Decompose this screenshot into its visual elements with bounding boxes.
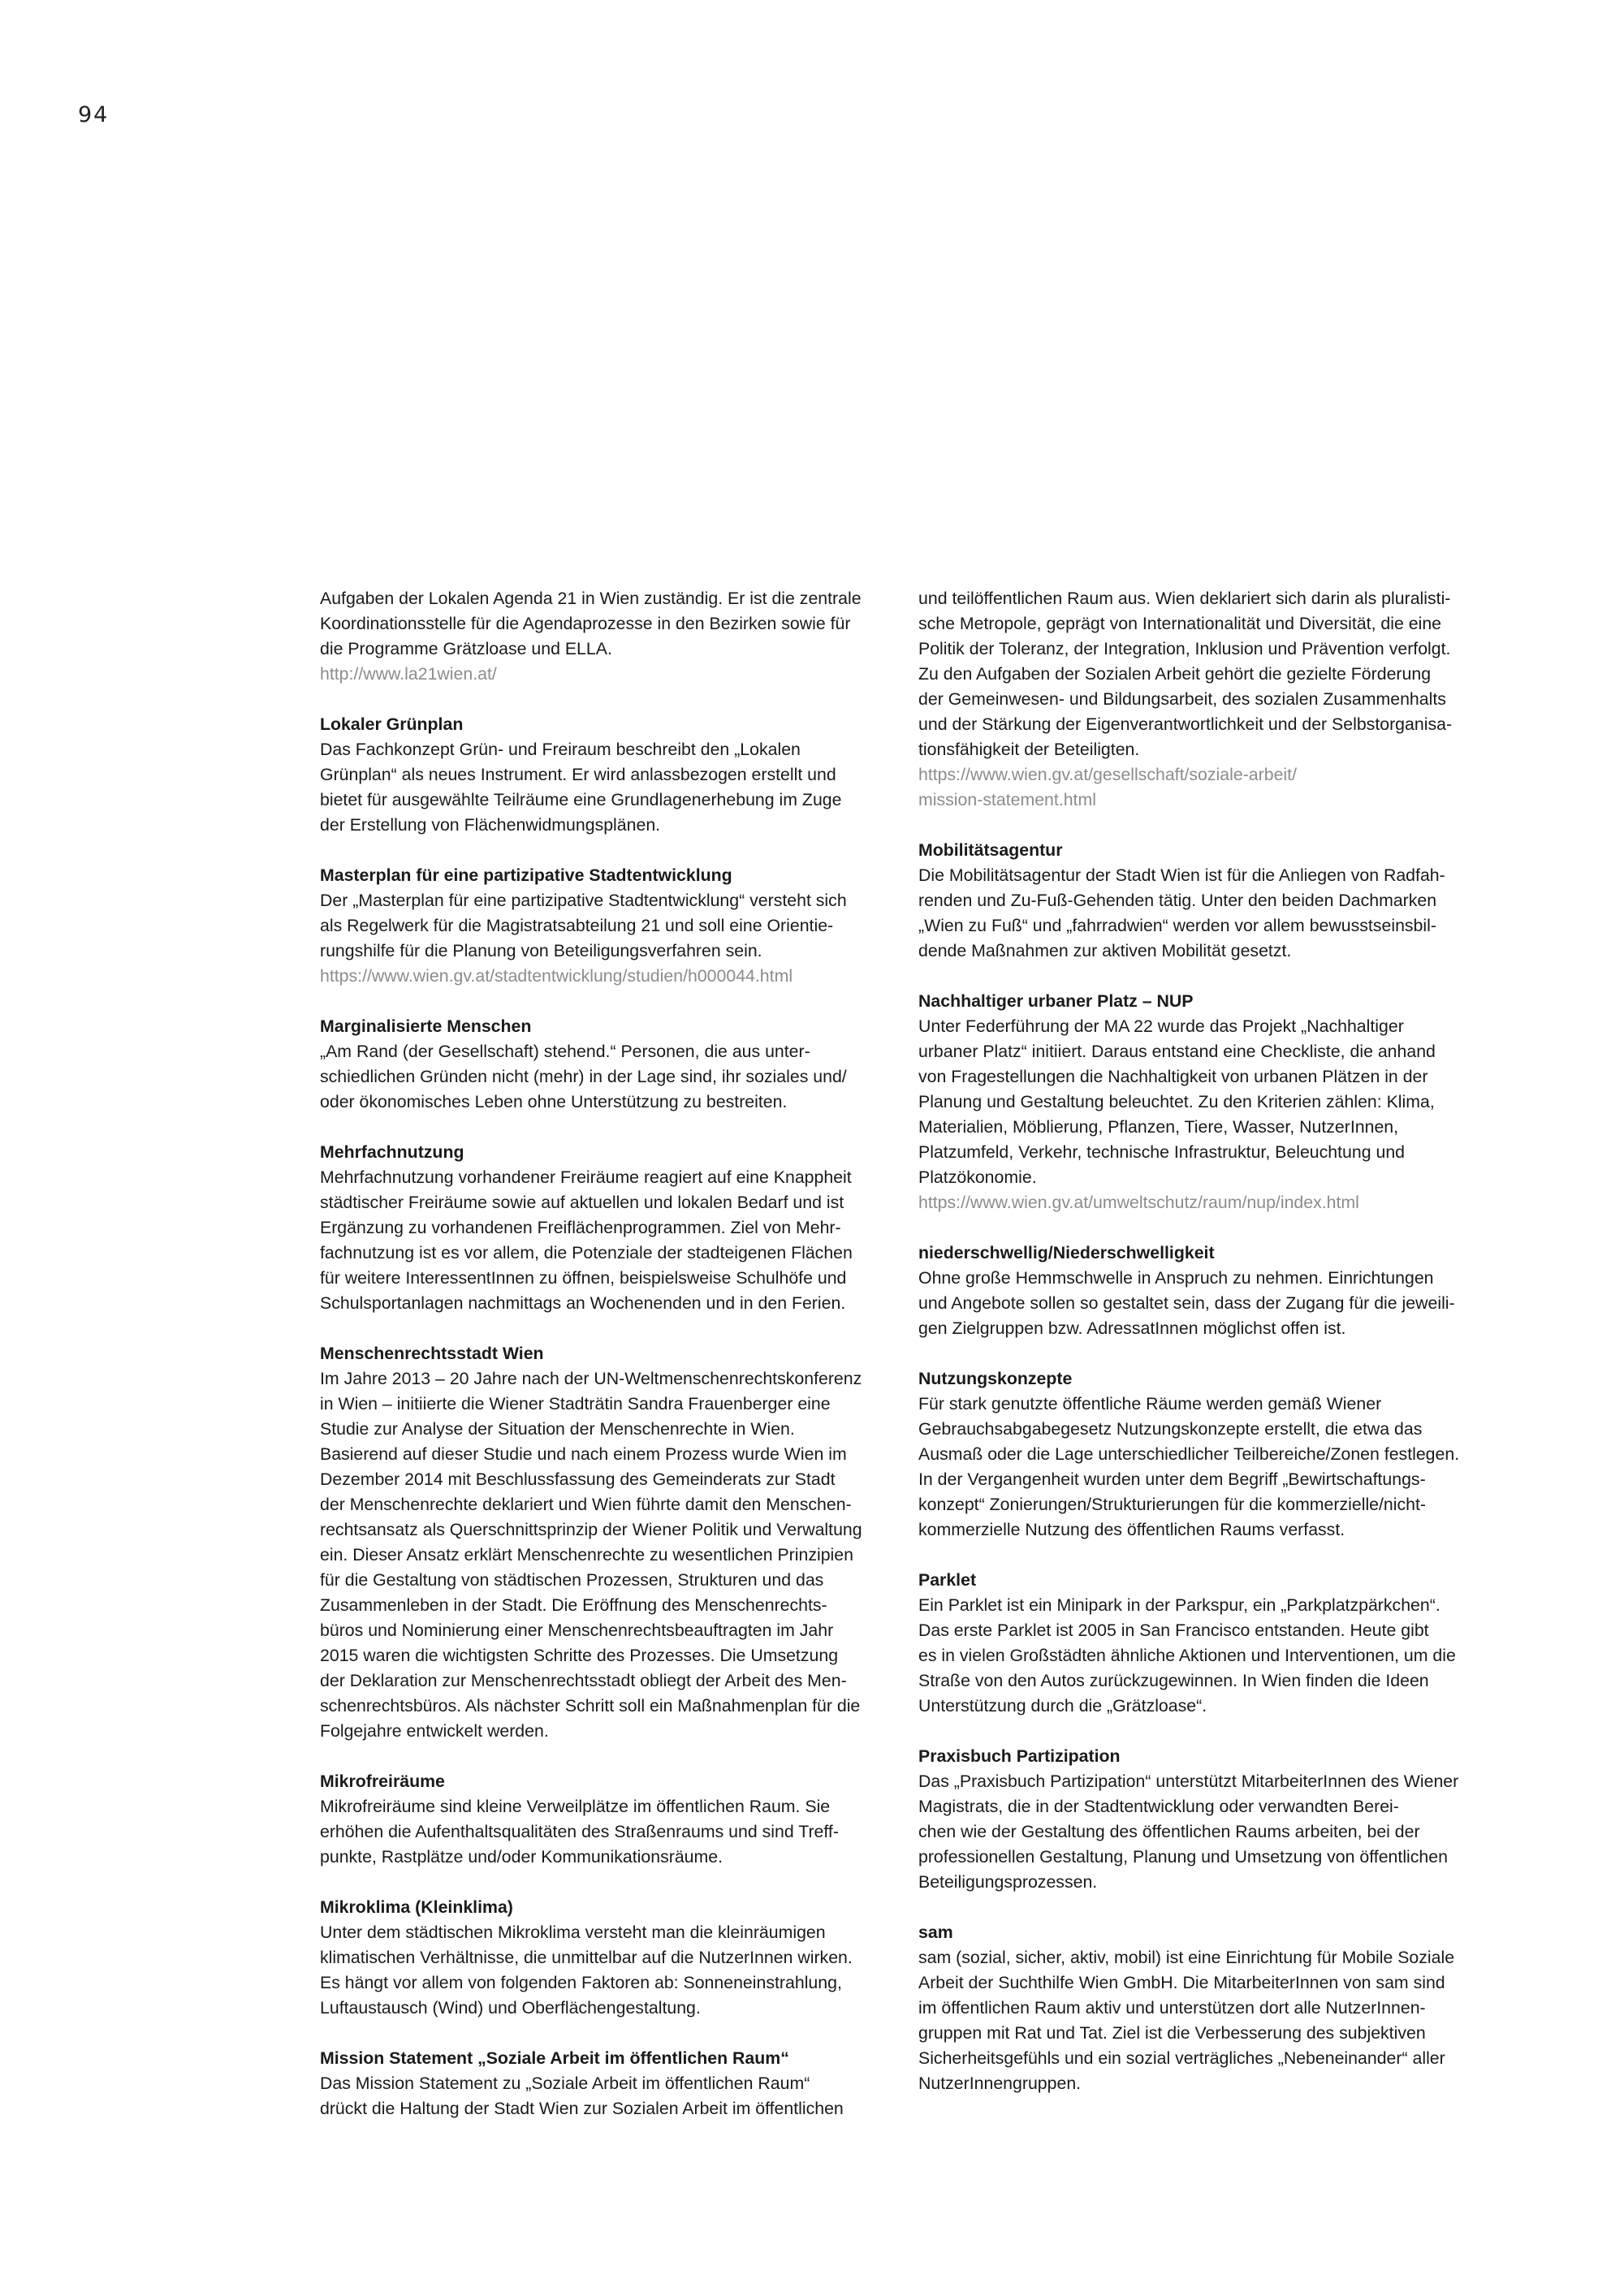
text-line: Für stark genutzte öffentliche Räume werden gemäß Wiener [918,1394,1382,1413]
text-line: und Angebote sollen so gestaltet sein, dass der Zugang für die jeweili- [918,1293,1455,1313]
text-line: büros und Nominierung einer Menschenrechtsbeauftragten im Jahr [320,1621,834,1640]
text-line: Politik der Toleranz, der Integration, Inklusion und Prävention verfolgt. [918,639,1451,658]
entry-term: Masterplan für eine partizipative Stadtentwicklung [320,865,732,885]
mission-statement-link[interactable]: https://www.wien.gv.at/gesellschaft/soziale-arbeit/ [918,765,1297,784]
entry-sam [918,1920,1495,2096]
entry-term: Mikrofreiräume [320,1772,445,1791]
text-line: Magistrats, die in der Stadtentwicklung oder verwandten Berei- [918,1797,1399,1816]
text-line: renden und Zu-Fuß-Gehenden tätig. Unter den beiden Dachmarken [918,891,1437,910]
text-line: gen Zielgruppen bzw. AdressatInnen möglichst offen ist. [918,1318,1346,1338]
entry-mikroklima [320,1895,896,2021]
right-column [918,586,1495,2096]
text-line: chen wie der Gestaltung des öffentlichen Raums arbeiten, bei der [918,1822,1420,1841]
text-line: Studie zur Analyse der Situation der Menschenrechte in Wien. [320,1419,795,1439]
mission-statement-continuation [918,586,1495,813]
entry-lokaler-gruenplan [320,712,896,838]
entry-term: Lokaler Grünplan [320,714,464,734]
text-line: In der Vergangenheit wurden unter dem Begriff „Bewirtschaftungs- [918,1470,1426,1489]
text-line: und teilöffentlichen Raum aus. Wien deklariert sich darin als pluralisti- [918,589,1451,608]
text-line: für die Gestaltung von städtischen Prozessen, Strukturen und das [320,1570,824,1590]
text-line: Aufgaben der Lokalen Agenda 21 in Wien zuständig. Er ist die zentrale [320,589,862,608]
text-line: städtischer Freiräume sowie auf aktuellen und lokalen Bedarf und ist [320,1193,844,1212]
text-line: Arbeit der Suchthilfe Wien GmbH. Die MitarbeiterInnen von sam sind [918,1973,1445,1992]
entry-mehrfachnutzung [320,1140,896,1316]
text-line: Gebrauchsabgabegesetz Nutzungskonzepte erstellt, die etwa das [918,1419,1423,1439]
entry-term: Mikroklima (Kleinklima) [320,1897,513,1917]
text-line: Zu den Aufgaben der Sozialen Arbeit gehört die gezielte Förderung [918,664,1432,684]
text-line: erhöhen die Aufenthaltsqualitäten des Straßenraums und sind Treff- [320,1822,839,1841]
entry-term: sam [918,1923,953,1942]
text-line: Folgejahre entwickelt werden. [320,1721,549,1741]
text-line: und der Stärkung der Eigenverantwortlichkeit und der Selbstorganisa- [918,714,1453,734]
text-line: Zusammenleben in der Stadt. Die Eröffnung des Menschenrechts- [320,1595,827,1615]
text-line: von Fragestellungen die Nachhaltigkeit von urbanen Plätzen in der [918,1067,1428,1086]
entry-term: Mehrfachnutzung [320,1142,464,1162]
entry-mission-statement [320,2046,896,2121]
text-line: gruppen mit Rat und Tat. Ziel ist die Verbesserung des subjektiven [918,2023,1426,2043]
entry-nup [918,989,1495,1215]
entry-mikrofreiraeume [320,1769,896,1870]
entry-parklet [918,1568,1495,1719]
text-line: ein. Dieser Ansatz erklärt Menschenrechte zu wesentlichen Prinzipien [320,1545,853,1564]
text-line: Die Mobilitätsagentur der Stadt Wien ist für die Anliegen von Radfah- [918,865,1445,885]
text-line: Ohne große Hemmschwelle in Anspruch zu nehmen. Einrichtungen [918,1268,1434,1288]
entry-praxisbuch [918,1744,1495,1895]
text-line: Straße von den Autos zurückzugewinnen. In Wien finden die Ideen [918,1671,1429,1690]
text-line: urbaner Platz“ initiiert. Daraus entstand eine Checkliste, die anhand [918,1042,1436,1061]
entry-marginalisierte-menschen [320,1014,896,1115]
text-line: für weitere InteressentInnen zu öffnen, beispielsweise Schulhöfe und [320,1268,847,1288]
intro-entry [320,586,896,687]
text-line: sam (sozial, sicher, aktiv, mobil) ist eine Einrichtung für Mobile Soziale [918,1948,1455,1967]
entry-term: Parklet [918,1570,977,1590]
text-line: „Am Rand (der Gesellschaft) stehend.“ Personen, die aus unter- [320,1042,810,1061]
text-line: oder ökonomisches Leben ohne Unterstützung zu bestreiten. [320,1092,788,1111]
text-line: Koordinationsstelle für die Agendaprozesse in den Bezirken sowie für [320,614,851,633]
text-line: schenrechtsbüros. Als nächster Schritt soll ein Maßnahmenplan für die [320,1696,861,1716]
text-line: Ausmaß oder die Lage unterschiedlicher Teilbereiche/Zonen festlegen. [918,1444,1460,1464]
text-line: Das erste Parklet ist 2005 in San Francisco entstanden. Heute gibt [918,1621,1429,1640]
text-line: Dezember 2014 mit Beschlussfassung des Gemeinderats zur Stadt [320,1470,836,1489]
text-line: drückt die Haltung der Stadt Wien zur Sozialen Arbeit im öffentlichen [320,2099,844,2118]
text-line: fachnutzung ist es vor allem, die Potenziale der stadteigenen Flächen [320,1243,853,1262]
masterplan-link[interactable]: https://www.wien.gv.at/stadtentwicklung/studien/h000044.html [320,966,793,986]
entry-mobilitaetsagentur [918,838,1495,964]
entry-term: Praxisbuch Partizipation [918,1746,1121,1766]
page-number: 94 [78,102,110,127]
text-line: konzept“ Zonierungen/Strukturierungen für die kommerzielle/nicht- [918,1495,1427,1514]
text-line: „Wien zu Fuß“ und „fahrradwien“ werden vor allem bewusstseinsbil- [918,916,1436,935]
entry-menschenrechtsstadt [320,1341,896,1744]
entry-term: niederschwellig/Niederschwelligkeit [918,1243,1215,1262]
text-line: die Programme Grätzloase und ELLA. [320,639,612,658]
text-line: es in vielen Großstädten ähnliche Aktionen und Interventionen, um die [918,1646,1456,1665]
text-line: Beteiligungsprozessen. [918,1872,1098,1892]
text-line: tionsfähigkeit der Beteiligten. [918,740,1140,759]
text-line: Mikrofreiräume sind kleine Verweilplätze im öffentlichen Raum. Sie [320,1797,831,1816]
text-line: NutzerInnengruppen. [918,2074,1082,2093]
entry-nutzungskonzepte [918,1366,1495,1543]
text-line: der Erstellung von Flächenwidmungsplänen. [320,815,661,835]
entry-term: Mobilitätsagentur [918,840,1063,860]
text-line: kommerzielle Nutzung des öffentlichen Raums verfasst. [918,1520,1345,1539]
text-line: der Gemeinwesen- und Bildungsarbeit, des sozialen Zusammenhalts [918,689,1446,709]
text-line: Platzökonomie. [918,1167,1037,1187]
text-line: Unter dem städtischen Mikroklima versteht man die kleinräumigen [320,1923,826,1942]
entry-niederschwellig [918,1241,1495,1341]
text-line: Sicherheitsgefühls und ein sozial verträgliches „Nebeneinander“ aller [918,2048,1445,2068]
text-line: Im Jahre 2013 – 20 Jahre nach der UN-Weltmenschenrechtskonferenz [320,1369,862,1388]
text-line: Das Fachkonzept Grün- und Freiraum beschreibt den „Lokalen [320,740,801,759]
text-line: als Regelwerk für die Magistratsabteilung 21 und soll eine Orientie- [320,916,834,935]
text-line: Unter Federführung der MA 22 wurde das Projekt „Nachhaltiger [918,1016,1404,1036]
entry-masterplan [320,863,896,989]
text-line: schiedlichen Gründen nicht (mehr) in der Lage sind, ihr soziales und/ [320,1067,847,1086]
mission-statement-link[interactable]: mission-statement.html [918,790,1096,809]
text-line: Das Mission Statement zu „Soziale Arbeit im öffentlichen Raum“ [320,2074,810,2093]
text-line: Mehrfachnutzung vorhandener Freiräume reagiert auf eine Knappheit [320,1167,852,1187]
la21-link[interactable]: http://www.la21wien.at/ [320,664,497,684]
text-line: Ergänzung zu vorhandenen Freiflächenprogrammen. Ziel von Mehr- [320,1218,841,1237]
text-line: Ein Parklet ist ein Minipark in der Parkspur, ein „Parkplatzpärkchen“. [918,1595,1440,1615]
text-line: bietet für ausgewählte Teilräume eine Grundlagenerhebung im Zuge [320,790,842,809]
text-line: Materialien, Möblierung, Pflanzen, Tiere, Wasser, NutzerInnen, [918,1117,1399,1137]
text-line: Luftaustausch (Wind) und Oberflächengestaltung. [320,1998,701,2018]
text-line: rechtsansatz als Querschnittsprinzip der Wiener Politik und Verwaltung [320,1520,862,1539]
entry-term: Mission Statement „Soziale Arbeit im öffentlichen Raum“ [320,2048,789,2068]
text-line: in Wien – initiierte die Wiener Stadträtin Sandra Frauenberger eine [320,1394,831,1413]
text-line: der Menschenrechte deklariert und Wien führte damit den Menschen- [320,1495,852,1514]
text-line: Planung und Gestaltung beleuchtet. Zu den Kriterien zählen: Klima, [918,1092,1435,1111]
text-line: der Deklaration zur Menschenrechtsstadt obliegt der Arbeit des Men- [320,1671,847,1690]
entry-term: Nachhaltiger urbaner Platz – NUP [918,991,1194,1011]
text-line: klimatischen Verhältnisse, die unmittelbar auf die NutzerInnen wirken. [320,1948,853,1967]
text-line: 2015 waren die wichtigsten Schritte des Prozesses. Die Umsetzung [320,1646,839,1665]
text-line: Es hängt vor allem von folgenden Faktoren ab: Sonneneinstrahlung, [320,1973,842,1992]
text-line: Der „Masterplan für eine partizipative Stadtentwicklung“ versteht sich [320,891,847,910]
text-line: Basierend auf dieser Studie und nach einem Prozess wurde Wien im [320,1444,847,1464]
text-line: dende Maßnahmen zur aktiven Mobilität gesetzt. [918,941,1292,960]
text-line: im öffentlichen Raum aktiv und unterstützen dort alle NutzerInnen- [918,1998,1426,2018]
text-line: sche Metropole, geprägt von Internationalität und Diversität, die eine [918,614,1442,633]
left-column [320,586,896,2121]
text-line: professionellen Gestaltung, Planung und Umsetzung von öffentlichen [918,1847,1448,1867]
entry-term: Nutzungskonzepte [918,1369,1073,1388]
text-line: punkte, Rastplätze und/oder Kommunikationsräume. [320,1847,723,1867]
text-line: Unterstützung durch die „Grätzloase“. [918,1696,1207,1716]
text-line: rungshilfe für die Planung von Beteiligungsverfahren sein. [320,941,762,960]
entry-term: Marginalisierte Menschen [320,1016,532,1036]
text-line: Das „Praxisbuch Partizipation“ unterstützt MitarbeiterInnen des Wiener [918,1772,1459,1791]
text-line: Platzumfeld, Verkehr, technische Infrastruktur, Beleuchtung und [918,1142,1406,1162]
entry-term: Menschenrechtsstadt Wien [320,1344,544,1363]
text-line: Grünplan“ als neues Instrument. Er wird anlassbezogen erstellt und [320,765,836,784]
text-line: Schulsportanlagen nachmittags an Wochenenden und in den Ferien. [320,1293,846,1313]
nup-link[interactable]: https://www.wien.gv.at/umweltschutz/raum/nup/index.html [918,1193,1359,1212]
